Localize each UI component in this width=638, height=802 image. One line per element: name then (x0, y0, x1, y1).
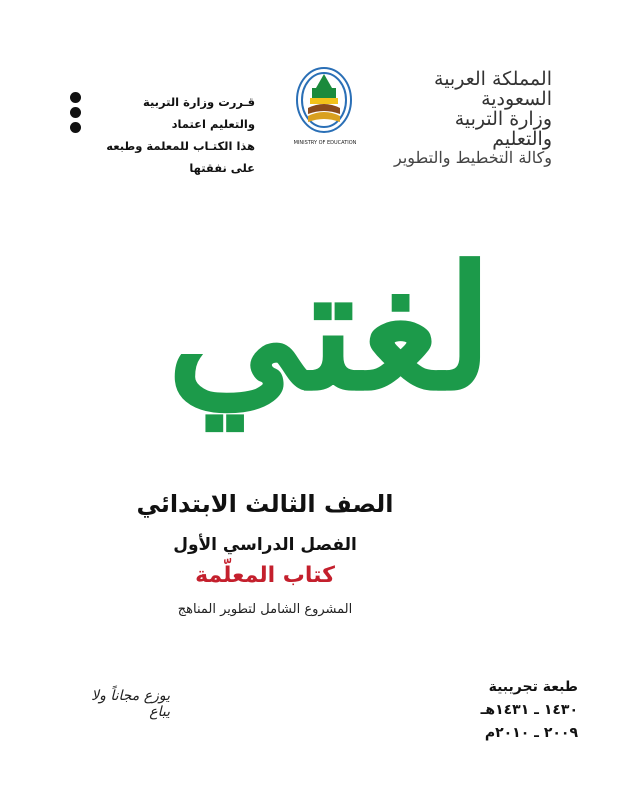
kingdom-header (392, 70, 552, 167)
edition-hijri-year: ١٤٣٠ ـ ١٤٣١هـ (480, 702, 578, 719)
book-type-label: كتاب المعلّمة (195, 563, 335, 588)
grade-heading: الصف الثالث الابتدائي (136, 490, 394, 518)
semester-label: الفصل الدراسي الأول (173, 535, 357, 555)
free-distribution-note: يوزع مجاناً ولا يباع (91, 688, 170, 720)
edition-gregorian-year: ٢٠٠٩ ـ ٢٠١٠م (484, 725, 578, 742)
agency-name: وكالة التخطيط والتطوير (393, 147, 552, 167)
edition-type: طبعة تجريبية (488, 679, 578, 695)
book-title: لغتي (166, 229, 494, 429)
kingdom-name: المملكة العربية السعودية (434, 68, 552, 110)
book-title-calligraphy (166, 188, 494, 438)
dot-icon (70, 107, 81, 118)
logo-caption: MINISTRY OF EDUCATION (293, 140, 357, 146)
ministry-logo-emblem (292, 64, 356, 150)
decree-line-2: هذا الكتـاب للمعلمة وطبعه على نفقتها (106, 138, 255, 175)
dot-icon (70, 92, 81, 103)
ministry-name: وزارة التربية والتعليم (454, 107, 552, 150)
edition-info (438, 676, 578, 745)
decree-line-1: قـررت وزارة التربية والتعليم اعتماد (142, 95, 255, 131)
dot-icon (70, 122, 81, 133)
decorative-dots (70, 92, 84, 137)
approval-decree (95, 92, 255, 179)
project-label: المشروع الشامل لتطوير المناهج (177, 602, 353, 617)
